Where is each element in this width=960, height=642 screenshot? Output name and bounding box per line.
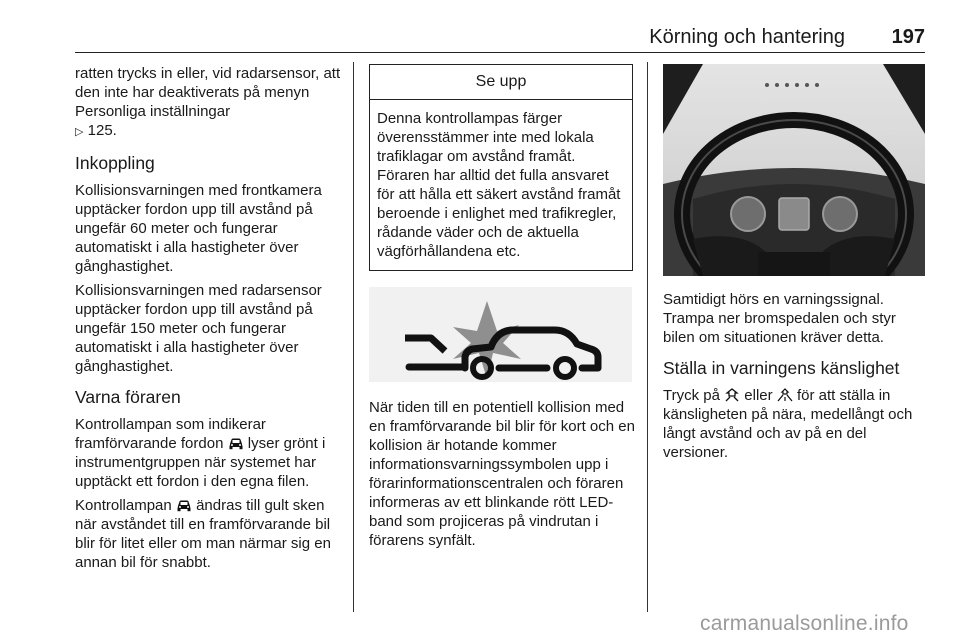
vehicle-ahead-icon bbox=[228, 437, 244, 450]
sensitivity-near-icon bbox=[724, 388, 740, 402]
intro-paragraph: ratten trycks in eller, vid radarsensor, att den inte har deaktiverats på menyn Personliga inställningar ▷ 125. bbox=[75, 65, 341, 139]
paragraph-varningssignal: Samtidigt hörs en varningssignal. Trampa ner bromspedalen och styr bilen om situationen kräver detta. bbox=[663, 291, 896, 346]
paragraph-frontkamera: Kollisionsvarningen med frontkamera upptäcker fordon upp till avstånd på ungefär 60 meter och fungerar automatiskt i alla hastigheter över gånghastighet. bbox=[75, 182, 322, 275]
section-title: Körning och hantering bbox=[649, 26, 845, 48]
page-header bbox=[75, 24, 925, 53]
steering-wheel-photo bbox=[663, 64, 925, 276]
middle-column bbox=[369, 64, 635, 555]
vehicle-ahead-icon bbox=[176, 499, 192, 512]
paragraph-radarsensor: Kollisionsvarningen med radarsensor upptäcker fordon upp till avstånd på ungefär 150 meter och fungerar automatiskt i alla hastigheter över gånghastighet. bbox=[75, 282, 322, 375]
column-divider bbox=[647, 62, 648, 612]
paragraph-kanslighet: Tryck på eller för att ställa in känsligheten på nära, medellångt och långt avstånd och av på en del versioner. bbox=[663, 387, 913, 461]
right-column bbox=[663, 64, 927, 467]
column-divider bbox=[353, 62, 354, 612]
heading-kanslighet: Ställa in varningens känslighet bbox=[663, 358, 900, 378]
warning-box bbox=[369, 64, 633, 271]
warning-text: Denna kontrollampas färger överensstämmer inte med lokala trafiklagar om avstånd framåt. Föraren har alltid det fulla ansvaret för att hålla ett säkert avstånd framåt beroende i enlighet med trafikregler, rådande väder och de aktuella vägförhållandena etc. bbox=[377, 110, 621, 260]
page-reference-triangle-icon: ▷ bbox=[75, 126, 84, 138]
page-reference[interactable]: ▷ 125. bbox=[75, 122, 117, 139]
collision-illustration bbox=[369, 287, 632, 382]
sensitivity-far-icon bbox=[777, 388, 793, 402]
paragraph-kollision: När tiden till en potentiell kollision med en framförvarande bil blir för kort och en kollision är hotande kommer informationsvarningssymbolen upp i förarinformationscentralen och föraren informeras av ett blinkande rött LED-band som projiceras på vindrutan i förarens synfält. bbox=[369, 399, 635, 549]
steering-wheel-dashboard-image bbox=[663, 64, 925, 276]
heading-varna-foraren: Varna föraren bbox=[75, 387, 181, 407]
paragraph-kontrollampa-gron: Kontrollampan som indikerar framförvarande fordon lyser grönt i instrumentgruppen när systemet har upptäckt ett fordon i den egna filen. bbox=[75, 416, 326, 490]
watermark: carmanualsonline.info bbox=[700, 612, 909, 635]
collision-warning-icon bbox=[369, 287, 632, 382]
page-number: 197 bbox=[891, 26, 925, 48]
warning-title: Se upp bbox=[370, 65, 632, 100]
heading-inkoppling: Inkoppling bbox=[75, 153, 155, 173]
left-column bbox=[75, 64, 341, 577]
paragraph-kontrollampa-gul: Kontrollampan ändras till gult sken när avståndet till en framförvarande bil blir för litet eller om man närmar sig en annan bil för snabbt. bbox=[75, 497, 331, 571]
